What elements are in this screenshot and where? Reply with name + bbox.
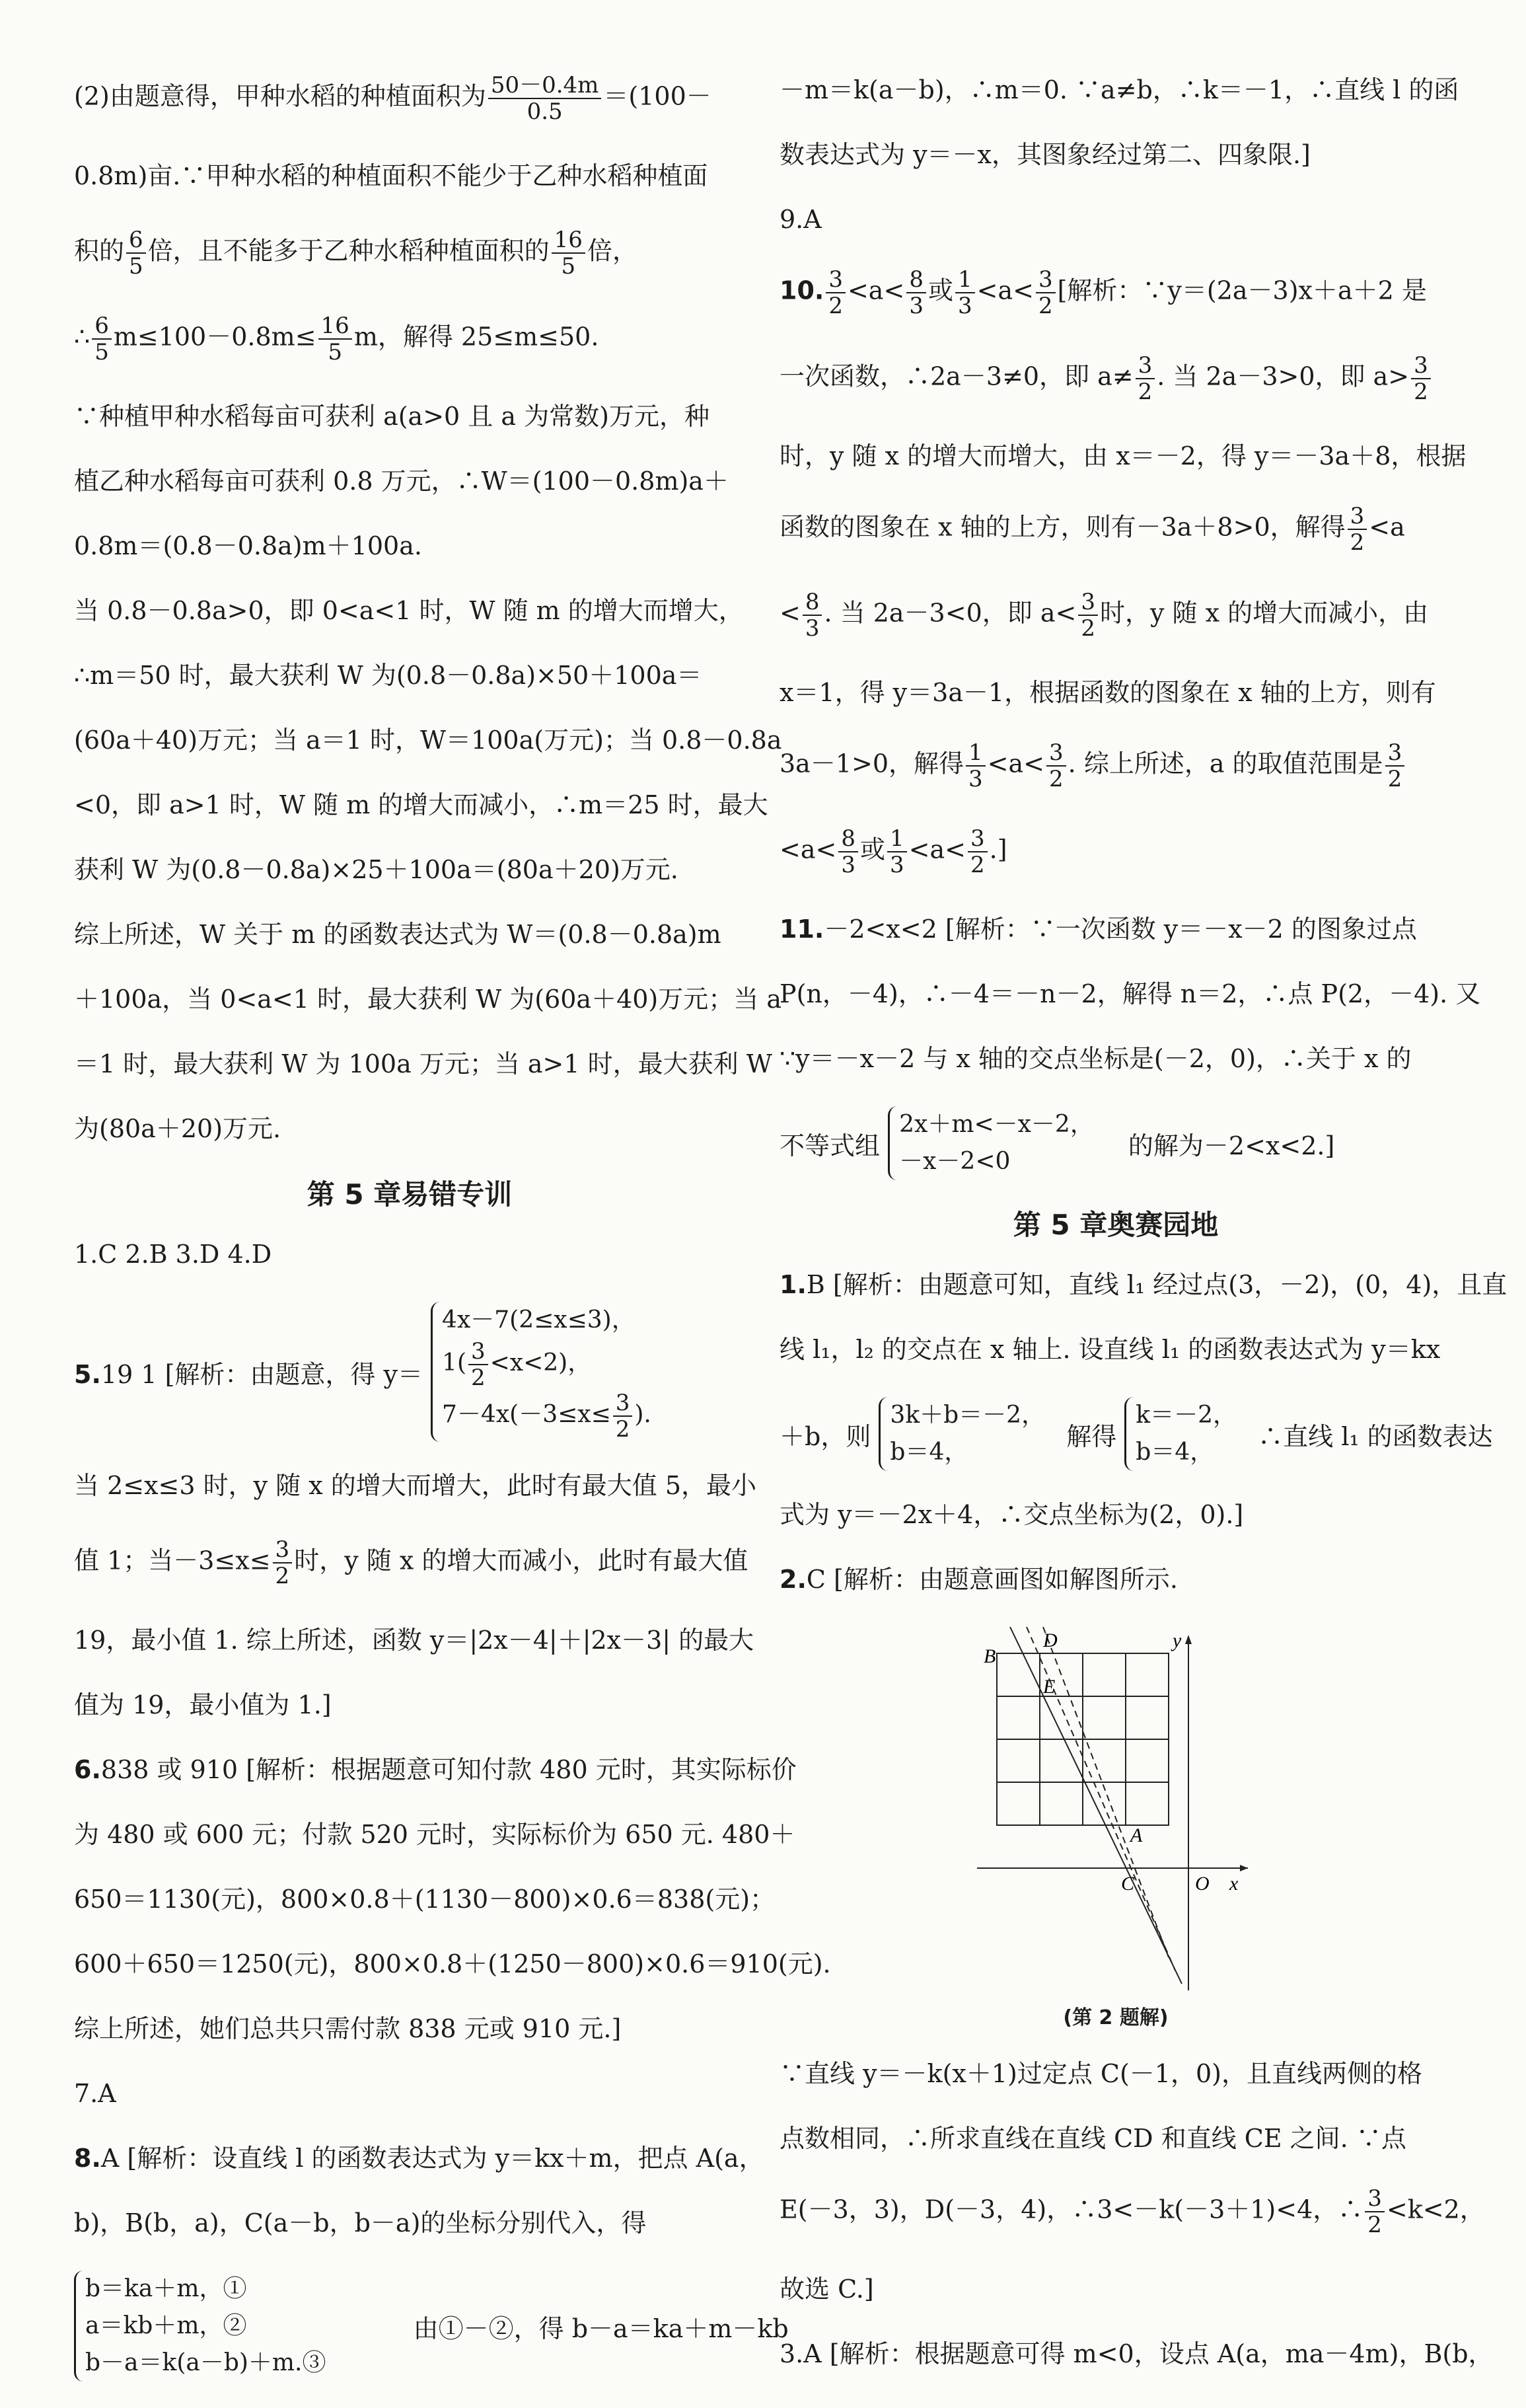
answer-10: 10. $\frac{3}{2}$ <a< $\frac{8}{3}$ 或 $\frac{1}{3}$ <a< $\frac{3}{2}$ [解析：∵y＝(2a－3)x＋a＋2 是 [780, 266, 1427, 319]
piecewise-function: 4x－7(2≤x≤3)， 1( $\frac{3}{2}$ <x<2)， 7－4x(－3≤x≤ $\frac{3}{2}$ ). [431, 1302, 651, 1442]
olympiad-answer-2: 2.C [解析：由题意画图如解图所示. [780, 1565, 1178, 1594]
line-cd [1010, 1627, 1182, 1984]
label-b: B [984, 1645, 996, 1667]
answer-6: 6.838 或 910 [解析：根据题意可知付款 480 元时，其实际标价 [74, 1755, 797, 1784]
fraction: $\frac{16}{5}$ [552, 227, 585, 279]
text-line: ∴m＝50 时，最大获利 W 为(0.8－0.8a)×50＋100a＝ [74, 661, 702, 690]
text-line: ∵y＝－x－2 与 x 轴的交点坐标是(－2，0)，∴关于 x 的 [780, 1044, 1412, 1073]
text-line: 植乙种水稻每亩可获利 0.8 万元，∴W＝(100－0.8m)a＋ [74, 467, 729, 496]
text-line: 当 2≤x≤3 时，y 随 x 的增大而增大，此时有最大值 5，最小 [74, 1471, 757, 1500]
inequality-system: 不等式组 2x＋m<－x－2， －x－2<0 的解为－2<x<2.] [780, 1106, 1452, 1180]
label-y: y [1173, 1630, 1182, 1651]
text-line: <a< $\frac{8}{3}$ 或 $\frac{1}{3}$ <a< $\frac{3}{2}$ .] [780, 825, 1007, 878]
right-column [780, 73, 1508, 2401]
text-line: 0.8m)亩.∵甲种水稻的种植面积不能少于乙种水稻种植面 [74, 161, 708, 190]
label-e: E [1043, 1676, 1056, 1698]
grid-line-figure [977, 1627, 1254, 1997]
answer-5: 5.19 1 [解析：由题意，得 y＝ 4x－7(2≤x≤3)， 1( $\frac{3}{2}$ <x<2)， 7－4x(－3≤x≤ $\frac{3}{2}$ ). [74, 1302, 745, 1442]
text-line: 综上所述，她们总共只需付款 838 元或 910 元.] [74, 2014, 622, 2043]
figure-caption: (第 2 题解) [1063, 2006, 1169, 2029]
text-line: ∵直线 y＝－k(x＋1)过定点 C(－1，0)，且直线两侧的格 [780, 2059, 1422, 2088]
text-line: 650＝1130(元)，800×0.8＋(1130－800)×0.6＝838(元)； [74, 1885, 776, 1914]
fraction: $\frac{6}{5}$ [126, 227, 146, 279]
text-line: 函数的图象在 x 轴的上方，则有－3a＋8>0，解得 $\frac{3}{2}$ <a [780, 503, 1405, 556]
text-line: b)，B(b，a)，C(a－b，b－a)的坐标分别代入，得 [74, 2208, 647, 2238]
answer-11: 11.－2<x<2 [解析：∵一次函数 y＝－x－2 的图象过点 [780, 915, 1417, 944]
fraction: $\frac{3}{2}$ [273, 1537, 293, 1589]
text-line: 时，y 随 x 的增大而增大，由 x＝－2，得 y＝－3a＋8，根据 [780, 441, 1467, 470]
equation-system: b＝ka＋m，① a＝kb＋m，② b－a＝k(a－b)＋m.③ 由①－②，得 b－a＝ka＋m－kb [74, 2271, 745, 2382]
answer-9: 9.A [780, 205, 822, 234]
y-axis-arrow [1185, 1635, 1192, 1644]
text-line: 获利 W 为(0.8－0.8a)×25＋100a＝(80a＋20)万元. [74, 855, 678, 884]
text-line: 积的 $\frac{6}{5}$ 倍，且不能多于乙种水稻种植面积的 $\frac{16}{5}$ 倍， [74, 227, 637, 280]
text-line: 值 1；当－3≤x≤ $\frac{3}{2}$ 时，y 随 x 的增大而减小，此时有最大值 [74, 1536, 748, 1589]
text-line: 综上所述，W 关于 m 的函数表达式为 W＝(0.8－0.8a)m [74, 920, 721, 949]
text-line: －m＝k(a－b)，∴m＝0. ∵a≠b，∴k＝－1，∴直线 l 的函 [780, 75, 1459, 104]
text-line: x＝1，得 y＝3a－1，根据函数的图象在 x 轴的上方，则有 [780, 678, 1436, 707]
text-line: ∴ $\frac{6}{5}$ m≤100－0.8m≤ $\frac{16}{5}$ m，解得 25≤m≤50. [74, 313, 599, 365]
fraction: $\frac{16}{5}$ [318, 313, 352, 365]
text-line: 19，最小值 1. 综上所述，函数 y＝|2x－4|＋|2x－3| 的最大 [74, 1626, 754, 1655]
x-axis-arrow [1240, 1865, 1248, 1871]
text-line: E(－3，3)，D(－3，4)，∴3<－k(－3＋1)<4，∴ $\frac{3}{2}$ <k<2， [780, 2185, 1485, 2238]
text-line: P(n，－4)，∴－4＝－n－2，解得 n＝2，∴点 P(2，－4). 又 [780, 979, 1481, 1008]
line-dashed-2 [1043, 1627, 1169, 1957]
text-line: 3a－1>0，解得 $\frac{1}{3}$ <a< $\frac{3}{2}$ . 综上所述，a 的取值范围是 $\frac{3}{2}$ [780, 740, 1452, 792]
text-line: 值为 19，最小值为 1.] [74, 1690, 332, 1719]
label-a: A [1130, 1825, 1143, 1846]
text-line: 为 480 或 600 元；付款 520 元时，实际标价为 650 元. 480＋ [74, 1820, 795, 1849]
answer-1-4: 1.C 2.B 3.D 4.D [74, 1240, 272, 1269]
text-line: 数表达式为 y＝－x，其图象经过第二、四象限.] [780, 140, 1311, 169]
grid [997, 1653, 1169, 1825]
text-line: ∵种植甲种水稻每亩可获利 a(a>0 且 a 为常数)万元，种 [74, 402, 709, 431]
text-line: < $\frac{8}{3}$ . 当 2a－3<0，即 a< $\frac{3}{2}$ 时，y 随 x 的增大而减小，由 [780, 589, 1429, 642]
text-line: ＝1 时，最大获利 W 为 100a 万元；当 a>1 时，最大获利 W [74, 1049, 772, 1078]
text-line: <0，即 a>1 时，W 随 m 的增大而减小，∴m＝25 时，最大 [74, 790, 768, 819]
text-line: 为(80a＋20)万元. [74, 1114, 281, 1143]
fraction: $\frac{50-0.4m}{0.5}$ [488, 73, 602, 124]
text-line: 0.8m＝(0.8－0.8a)m＋100a. [74, 531, 422, 560]
equation-system: ＋b，则 3k＋b＝－2， b＝4， 解得 k＝－2， b＝4， ∴直线 l₁ 的函数表达 [780, 1397, 1452, 1471]
text-line: 一次函数，∴2a－3≠0，即 a≠ $\frac{3}{2}$ . 当 2a－3>0，即 a> $\frac{3}{2}$ [780, 353, 1452, 404]
text-line: (60a＋40)万元；当 a＝1 时，W＝100a(万元)；当 0.8－0.8a [74, 726, 782, 755]
text-line: 故选 C.] [780, 2275, 874, 2304]
section-heading: 第 5 章奥赛园地 [1013, 1209, 1219, 1241]
text-line: 当 0.8－0.8a>0，即 0<a<1 时，W 随 m 的增大而增大， [74, 596, 744, 625]
answer-7: 7.A [74, 2079, 116, 2108]
text-line: 线 l₁，l₂ 的交点在 x 轴上. 设直线 l₁ 的函数表达式为 y＝kx [780, 1335, 1441, 1364]
section-heading: 第 5 章易错专训 [307, 1178, 513, 1211]
label-x: x [1229, 1873, 1239, 1895]
label-c: C [1121, 1873, 1135, 1895]
olympiad-answer-3: 3.A [解析：根据题意可得 m<0，设点 A(a，ma－4m)，B(b， [780, 2339, 1494, 2368]
text-line: 600＋650＝1250(元)，800×0.8＋(1250－800)×0.6＝910(元). [74, 1949, 831, 1978]
text-line: 式为 y＝－2x＋4，∴交点坐标为(2，0).] [780, 1500, 1244, 1529]
text-line: ＋100a，当 0<a<1 时，最大获利 W 为(60a＋40)万元；当 a [74, 985, 781, 1014]
fraction: $\frac{6}{5}$ [92, 313, 112, 365]
olympiad-answer-1: 1.B [解析：由题意可知，直线 l₁ 经过点(3，－2)，(0，4)，且直 [780, 1270, 1508, 1299]
answer-8: 8.A [解析：设直线 l 的函数表达式为 y＝kx＋m，把点 A(a， [74, 2144, 764, 2173]
text-line: 点数相同，∴所求直线在直线 CD 和直线 CE 之间. ∵点 [780, 2124, 1406, 2153]
text-line: (2)由题意得，甲种水稻的种植面积为 $\frac{50-0.4m}{0.5}$ ＝(100－ [74, 72, 711, 125]
label-d: D [1043, 1630, 1058, 1651]
label-o: O [1195, 1873, 1210, 1895]
